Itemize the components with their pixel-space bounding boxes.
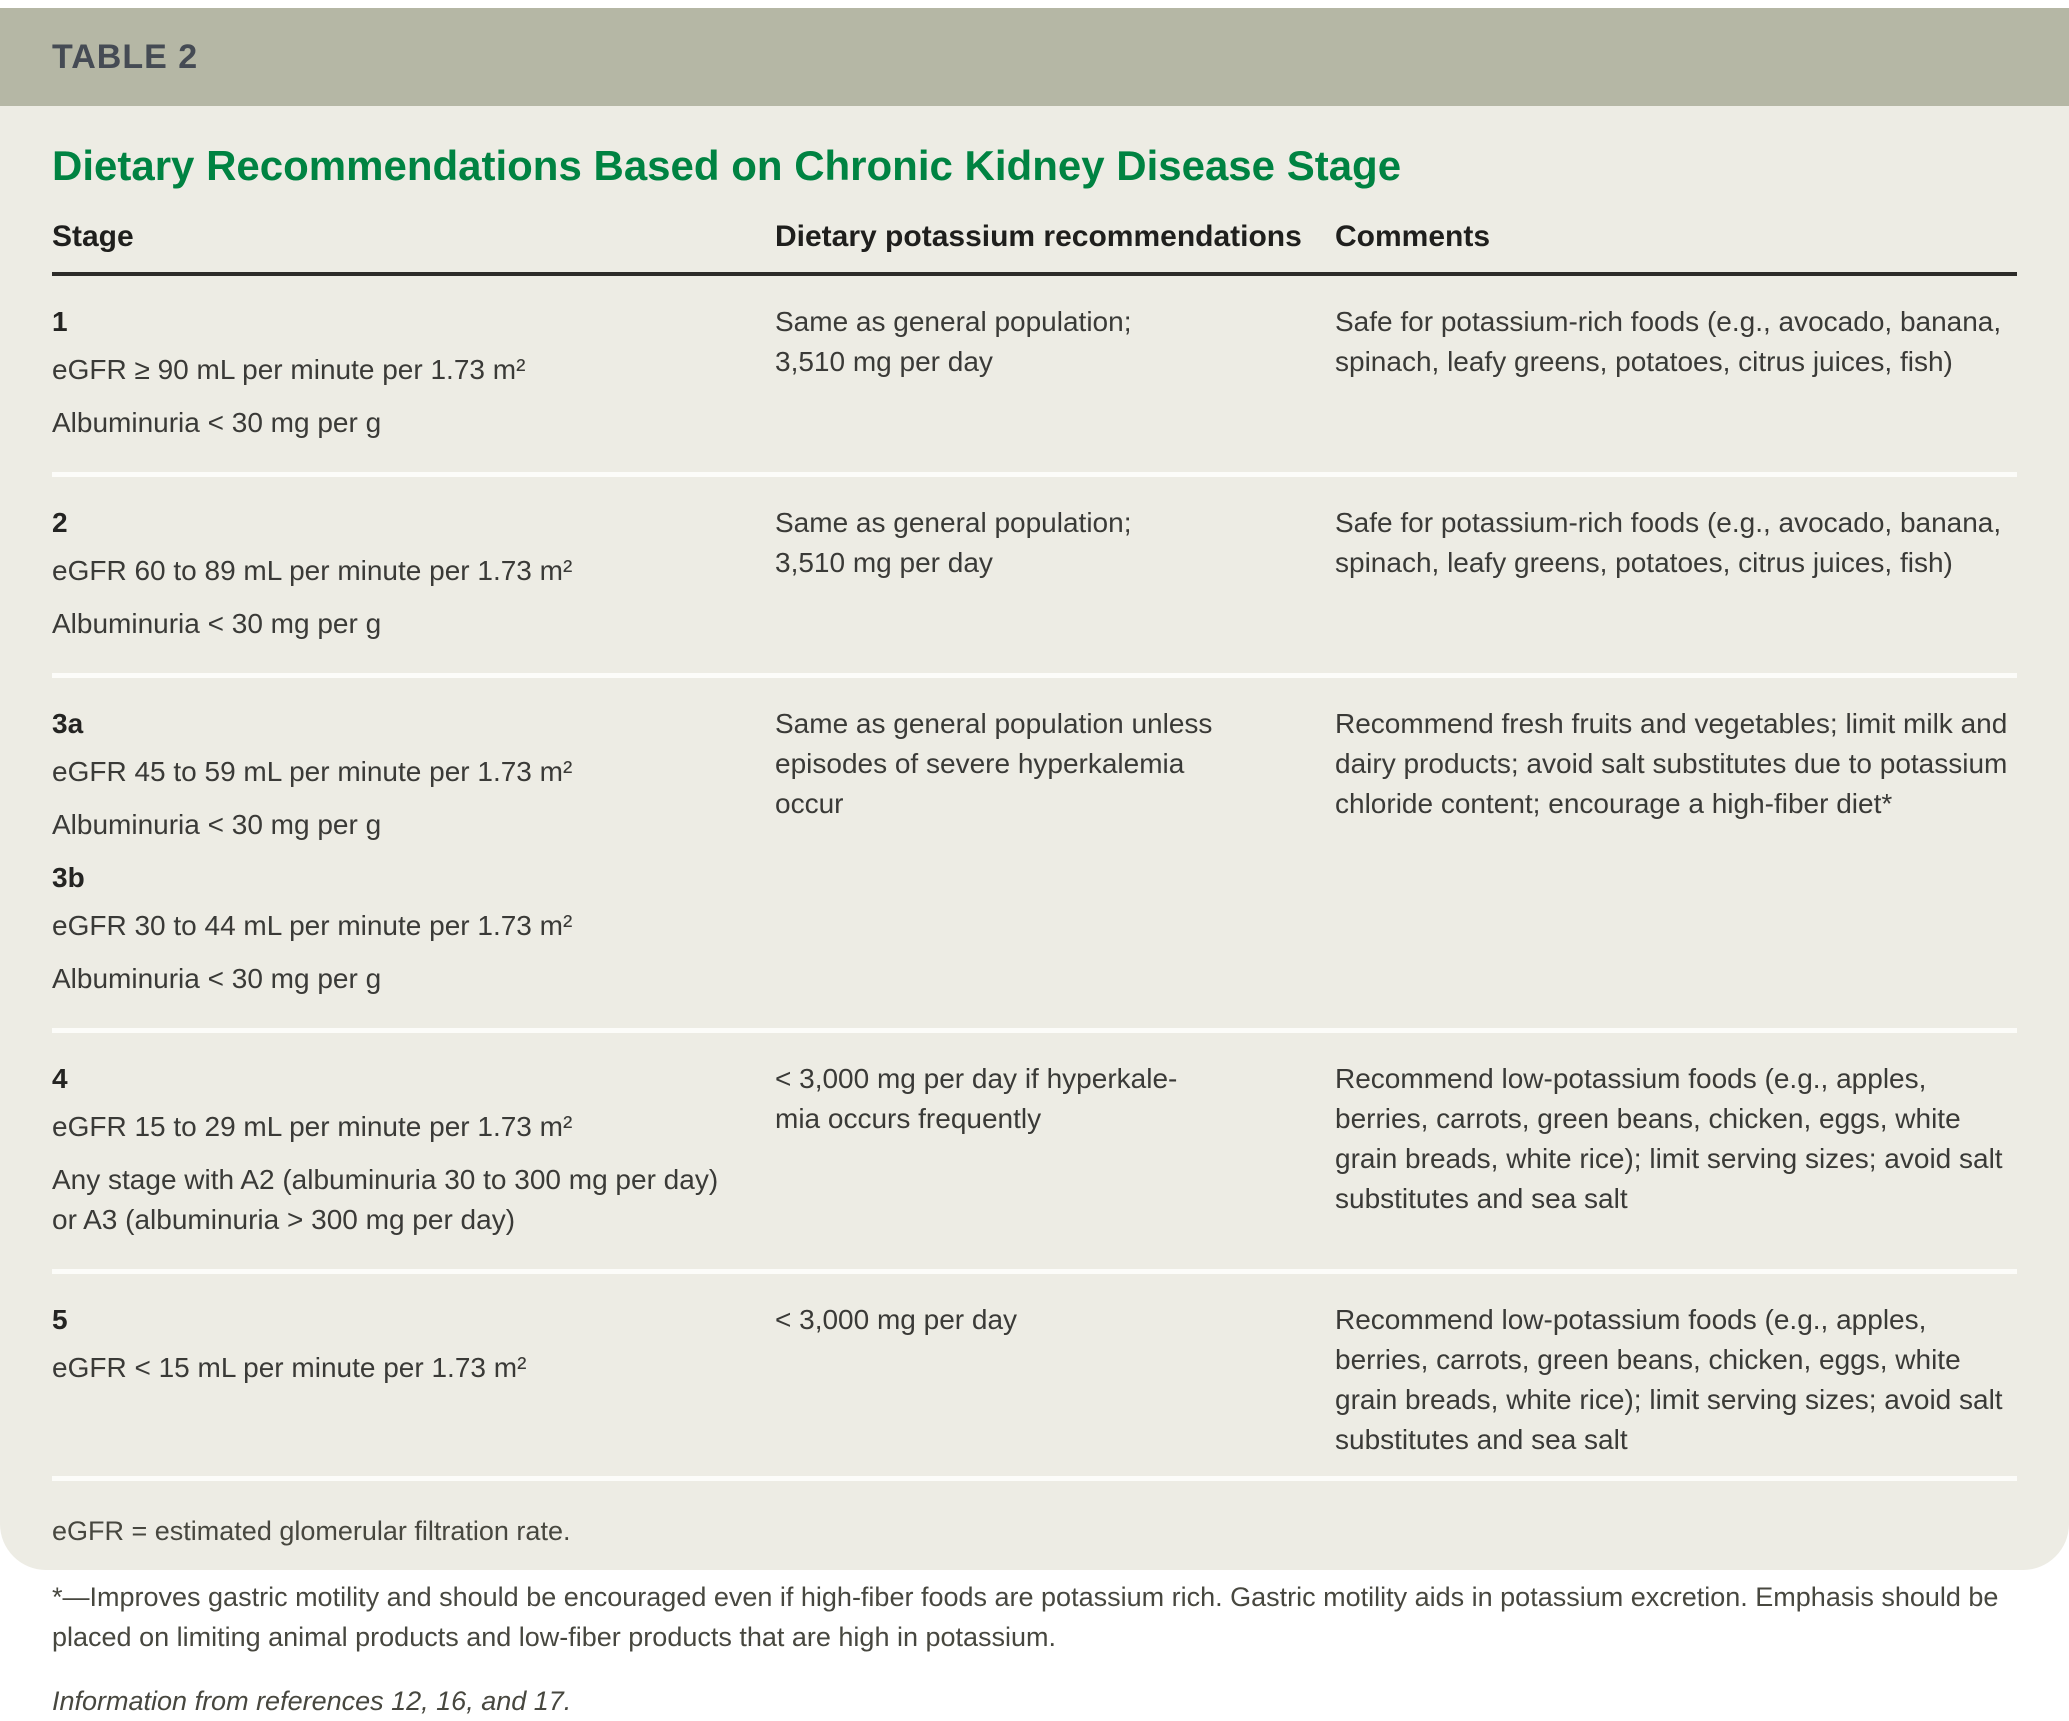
stage-block: [52, 302, 745, 443]
potassium-text: 3,510 mg per day: [775, 346, 993, 377]
table-card: [0, 8, 2069, 1716]
stage-criterion: eGFR 30 to 44 mL per minute per 1.73 m²: [52, 910, 573, 941]
stage-cell: [52, 302, 775, 456]
stage-number: 5: [52, 1304, 68, 1335]
stage-block: [52, 1300, 745, 1388]
potassium-cell: [775, 503, 1335, 657]
table-row: [52, 477, 2017, 678]
table-row: [52, 276, 2017, 477]
stage-criterion: Any stage with A2 (albuminuria 30 to 300 mg per day) or A3 (albuminuria > 300 mg per day): [52, 1164, 719, 1235]
comments-cell: Recommend low-potassium foods (e.g., apples, berries, carrots, green beans, chicken, eggs, white grain breads, white rice); limit serving sizes; avoid salt substitutes and sea salt: [1335, 1063, 2003, 1214]
potassium-text: 3,510 mg per day: [775, 547, 993, 578]
stage-cell: [52, 1059, 775, 1253]
comments-cell: Recommend fresh fruits and vegetables; limit milk and dairy products; avoid salt substitutes due to potassium chloride content; encourage a high-fiber diet*: [1335, 708, 2008, 819]
stage-cell: [52, 704, 775, 1012]
table-title: Dietary Recommendations Based on Chronic Kidney Disease Stage: [52, 142, 1402, 189]
stage-criterion: eGFR < 15 mL per minute per 1.73 m²: [52, 1352, 527, 1383]
stage-block: [52, 1059, 745, 1240]
potassium-text: Same as general population unless: [775, 708, 1213, 739]
potassium-cell: [775, 1059, 1335, 1253]
potassium-text: < 3,000 mg per day if hyperkale-: [775, 1063, 1178, 1094]
stage-criterion: Albuminuria < 30 mg per g: [52, 407, 382, 438]
potassium-text: episodes of severe hyperkalemia: [775, 748, 1185, 779]
stage-criterion: eGFR 60 to 89 mL per minute per 1.73 m²: [52, 555, 573, 586]
potassium-text: mia occurs frequently: [775, 1103, 1042, 1134]
stage-number: 3a: [52, 708, 84, 739]
comments-cell: Safe for potassium-rich foods (e.g., avocado, banana, spinach, leafy greens, potatoes, citrus juices, fish): [1335, 507, 2002, 578]
table-row: [52, 678, 2017, 1033]
column-header-row: [52, 220, 2017, 276]
stage-criterion: Albuminuria < 30 mg per g: [52, 809, 382, 840]
potassium-cell: [775, 1300, 1335, 1460]
column-header-comments: Comments: [1335, 220, 1491, 253]
source-note: Information from references 12, 16, and 17.: [52, 1686, 572, 1716]
stage-block: [52, 858, 745, 999]
potassium-cell: [775, 302, 1335, 456]
stage-criterion: eGFR ≥ 90 mL per minute per 1.73 m²: [52, 354, 526, 385]
abbreviation-note: eGFR = estimated glomerular filtration rate.: [52, 1516, 571, 1546]
table-row: [52, 1033, 2017, 1274]
comments-cell: Safe for potassium-rich foods (e.g., avocado, banana, spinach, leafy greens, potatoes, citrus juices, fish): [1335, 306, 2002, 377]
column-header-stage: Stage: [52, 220, 134, 253]
stage-cell: [52, 1300, 775, 1460]
table-label: TABLE 2: [52, 37, 199, 76]
stage-number: 2: [52, 507, 68, 538]
stage-cell: [52, 503, 775, 657]
table-header-band: [0, 8, 2069, 106]
table-row: [52, 1274, 2017, 1481]
column-header-potassium: Dietary potassium recommendations: [775, 220, 1302, 253]
table-content: [0, 142, 2069, 1481]
comments-cell: Recommend low-potassium foods (e.g., apples, berries, carrots, green beans, chicken, eggs, white grain breads, white rice); limit serving sizes; avoid salt substitutes and sea salt: [1335, 1304, 2003, 1455]
stage-criterion: Albuminuria < 30 mg per g: [52, 608, 382, 639]
footnotes: [0, 1481, 2069, 1721]
stage-criterion: eGFR 45 to 59 mL per minute per 1.73 m²: [52, 756, 573, 787]
stage-block: [52, 704, 745, 845]
stage-block: [52, 503, 745, 644]
stage-number: 1: [52, 306, 68, 337]
potassium-text: Same as general population;: [775, 507, 1132, 538]
stage-criterion: Albuminuria < 30 mg per g: [52, 963, 382, 994]
potassium-text: Same as general population;: [775, 306, 1132, 337]
potassium-text: < 3,000 mg per day: [775, 1304, 1018, 1335]
potassium-text: occur: [775, 788, 844, 819]
stage-number: 3b: [52, 862, 85, 893]
stage-criterion: eGFR 15 to 29 mL per minute per 1.73 m²: [52, 1111, 573, 1142]
potassium-cell: [775, 704, 1335, 1012]
asterisk-footnote: *—Improves gastric motility and should be encouraged even if high-fiber foods are potassium rich. Gastric motility aids in potassium excretion. Emphasis should be placed on limiting animal products and low-fiber products that are high in potassium.: [52, 1582, 1999, 1652]
stage-number: 4: [52, 1063, 68, 1094]
